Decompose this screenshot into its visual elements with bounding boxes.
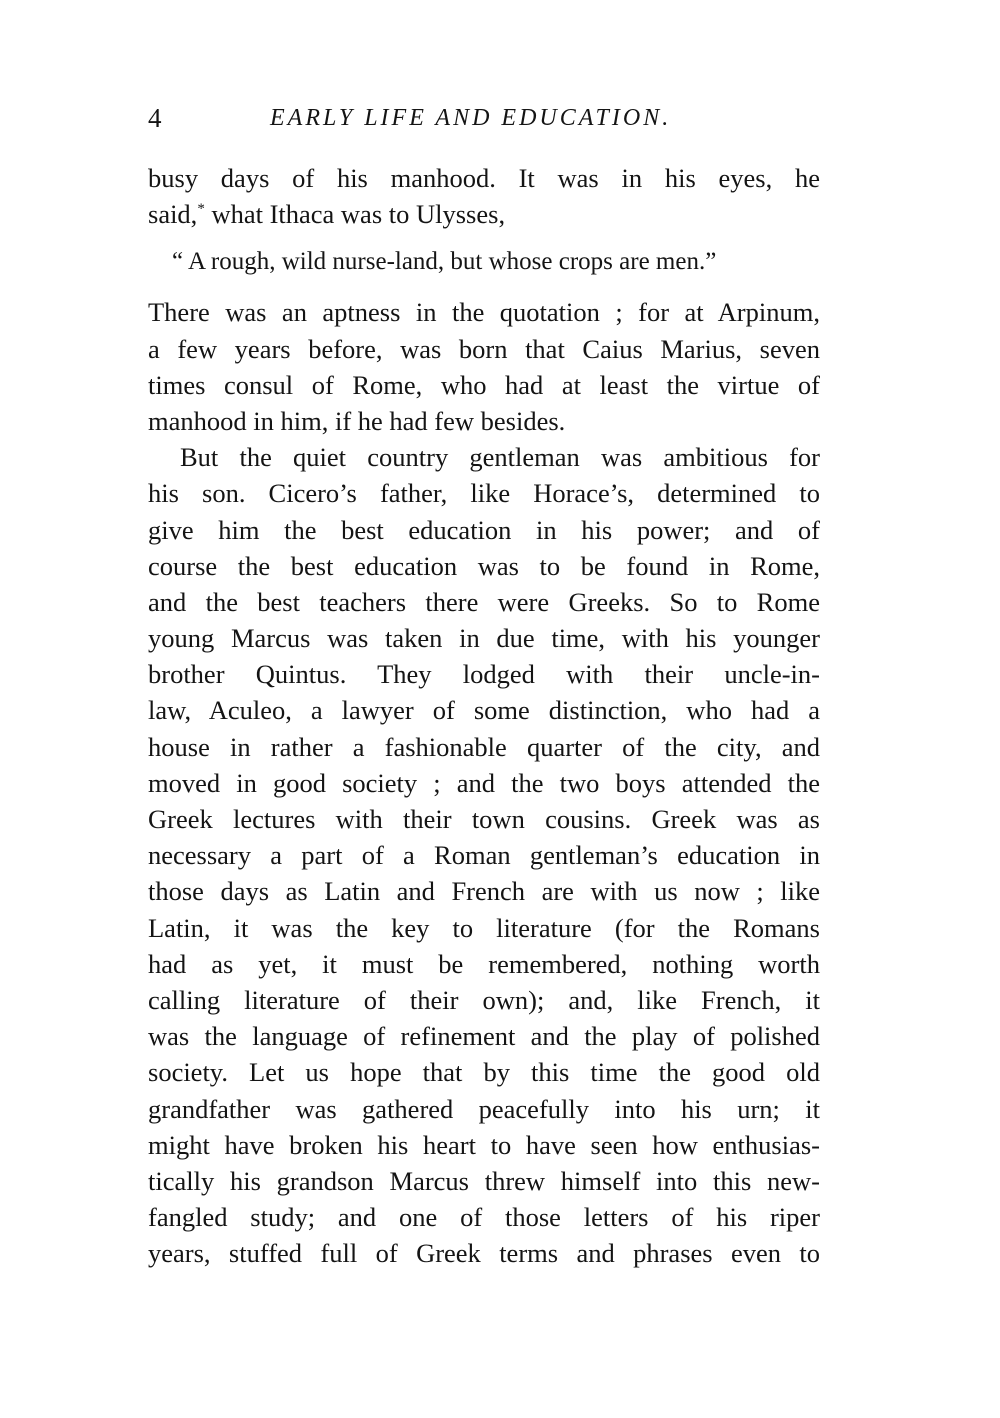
- text-line: give him the best education in his power; and of: [148, 514, 820, 545]
- text-line: his son. Cicero’s father, like Horace’s, determined to: [148, 478, 820, 509]
- text-line: tically his grandson Marcus threw himself into this new-: [148, 1165, 820, 1196]
- text-line: There was an aptness in the quotation ; for at Arpinum,: [148, 297, 820, 328]
- running-head: EARLY LIFE AND EDUCATION.: [270, 105, 672, 131]
- text-line: brother Quintus. They lodged with their uncle-in-: [148, 659, 820, 690]
- text-line-said: [148, 196, 820, 232]
- said-text: said,: [148, 199, 198, 230]
- text-line: a few years before, was born that Caius Marius, seven: [148, 333, 820, 364]
- block-quote: “ A rough, wild nurse-land, but whose crops are men.”: [172, 248, 717, 276]
- text-line: those days as Latin and French are with us now ; like: [148, 876, 820, 907]
- page-number: 4: [148, 103, 162, 133]
- text-line: years, stuffed full of Greek terms and phrases even to: [148, 1238, 820, 1269]
- text-line: Latin, it was the key to literature (for the Romans: [148, 912, 820, 943]
- text-line: and the best teachers there were Greeks. So to Rome: [148, 586, 820, 617]
- said-text-rest: what Ithaca was to Ulysses,: [204, 199, 506, 230]
- text-line: law, Aculeo, a lawyer of some distinction, who had a: [148, 695, 820, 726]
- text-line: necessary a part of a Roman gentleman’s education in: [148, 840, 820, 871]
- text-line: Greek lectures with their town cousins. Greek was as: [148, 804, 820, 834]
- text-line: moved in good society ; and the two boys attended the: [148, 767, 820, 798]
- text-line: course the best education was to be found in Rome,: [148, 550, 820, 581]
- text-line: fangled study; and one of those letters of his riper: [148, 1202, 820, 1233]
- text-line: young Marcus was taken in due time, with his younger: [148, 623, 820, 654]
- text-line: But the quiet country gentleman was ambitious for: [180, 442, 820, 473]
- paragraph: [148, 294, 820, 439]
- page-header: [148, 100, 820, 136]
- text-line: grandfather was gathered peacefully into his urn; it: [148, 1093, 820, 1124]
- text-line: house in rather a fashionable quarter of the city, and: [148, 731, 820, 762]
- text-line: might have broken his heart to have seen how enthusias-: [148, 1129, 820, 1160]
- text-line: times consul of Rome, who had at least the virtue of: [148, 369, 820, 400]
- paragraph: [148, 439, 820, 1271]
- text-line: calling literature of their own); and, like French, it: [148, 984, 820, 1015]
- text-line: society. Let us hope that by this time the good old: [148, 1057, 820, 1088]
- footnote-marker: *: [197, 201, 205, 218]
- text-line: manhood in him, if he had few besides.: [148, 405, 566, 436]
- page-body: [148, 160, 820, 1271]
- text-line: was the language of refinement and the play of polished: [148, 1021, 820, 1052]
- text-line: had as yet, it must be remembered, nothing worth: [148, 948, 820, 979]
- text-line: busy days of his manhood. It was in his eyes, he: [148, 163, 820, 193]
